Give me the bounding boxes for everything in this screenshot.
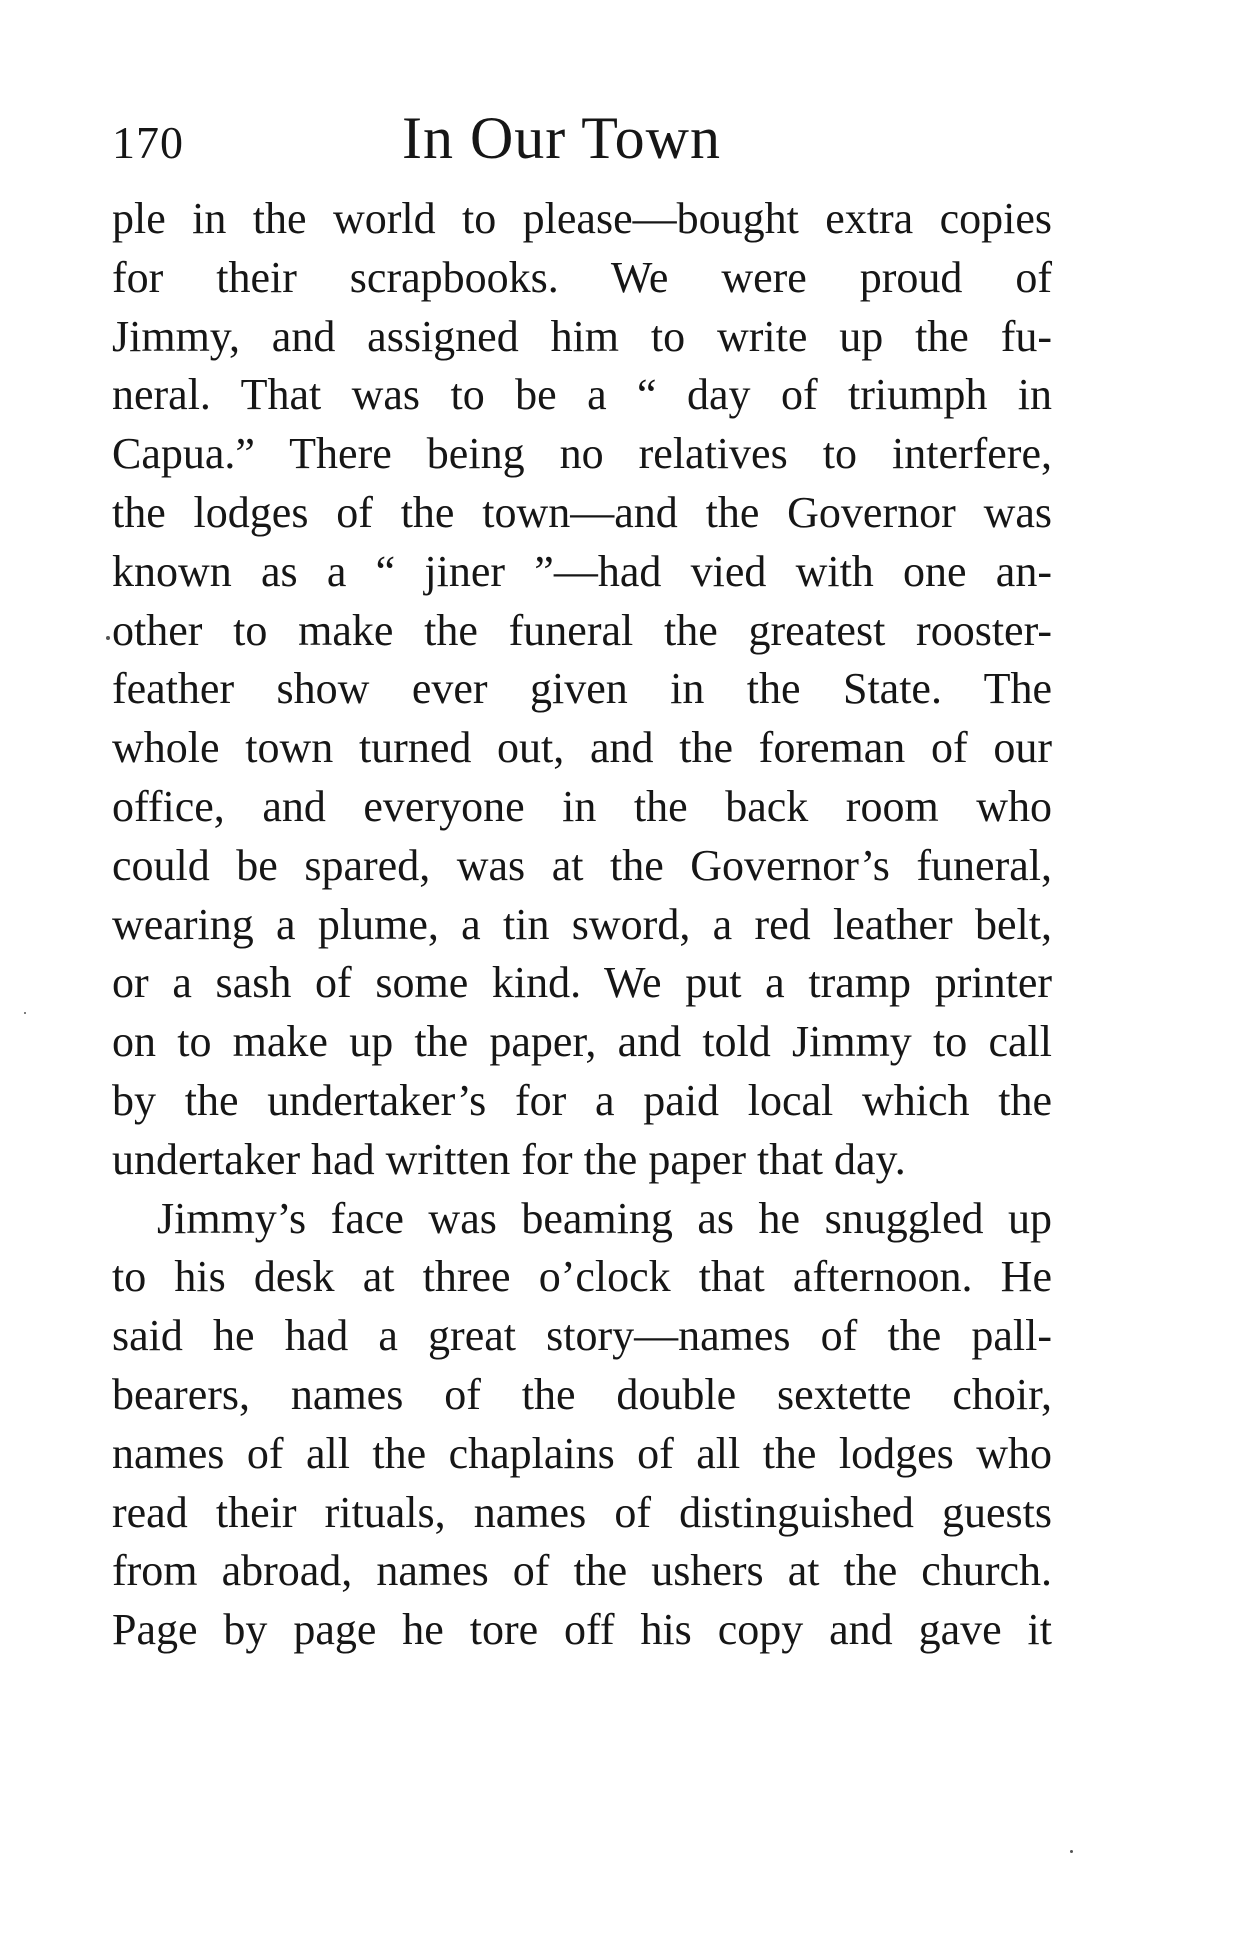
- text-line: Capua.” There being no relatives to interfere,: [112, 429, 1052, 479]
- paragraph-2: [112, 1190, 1052, 1660]
- text-line: the lodges of the town—and the Governor was: [112, 487, 1052, 537]
- page-number: 170: [112, 117, 184, 168]
- text-line: whole town turned out, and the foreman of our: [112, 723, 1052, 773]
- running-title: In Our Town: [402, 105, 721, 171]
- text-line: feather show ever given in the State. The: [112, 664, 1052, 714]
- text-line: from abroad, names of the ushers at the church.: [112, 1546, 1052, 1596]
- text-line: wearing a plume, a tin sword, a red leather belt,: [112, 899, 1052, 949]
- scan-speck: [24, 1012, 26, 1014]
- text-line: said he had a great story—names of the pall-: [112, 1311, 1052, 1361]
- text-line: for their scrapbooks. We were proud of: [112, 252, 1052, 302]
- text-line: Page by page he tore off his copy and gave it: [112, 1605, 1052, 1655]
- text-line: Jimmy, and assigned him to write up the fu-: [112, 311, 1052, 361]
- text-line: names of all the chaplains of all the lodges who: [112, 1428, 1052, 1478]
- scan-speck: [106, 636, 110, 640]
- text-line: read their rituals, names of distinguished guests: [112, 1487, 1052, 1537]
- body-text: [112, 190, 1052, 1660]
- running-head: [112, 104, 1052, 174]
- text-line: undertaker had written for the paper that day.: [112, 1134, 906, 1184]
- text-line: on to make up the paper, and told Jimmy to call: [112, 1017, 1052, 1067]
- scan-speck: [1070, 1850, 1073, 1853]
- text-line: other to make the funeral the greatest rooster-: [112, 605, 1052, 655]
- text-line: to his desk at three o’clock that afternoon. He: [112, 1252, 1052, 1302]
- text-line: bearers, names of the double sextette choir,: [112, 1369, 1052, 1419]
- paragraph-1: [112, 190, 1052, 1190]
- text-line: known as a “ jiner ”—had vied with one an-: [112, 546, 1052, 596]
- text-line: ple in the world to please—bought extra copies: [112, 194, 1052, 243]
- text-line: by the undertaker’s for a paid local which the: [112, 1075, 1052, 1125]
- text-line: or a sash of some kind. We put a tramp printer: [112, 958, 1052, 1008]
- text-line: could be spared, was at the Governor’s funeral,: [112, 840, 1052, 890]
- text-line: neral. That was to be a “ day of triumph in: [112, 370, 1052, 420]
- text-line: office, and everyone in the back room who: [112, 781, 1052, 831]
- text-line: Jimmy’s face was beaming as he snuggled up: [157, 1193, 1052, 1243]
